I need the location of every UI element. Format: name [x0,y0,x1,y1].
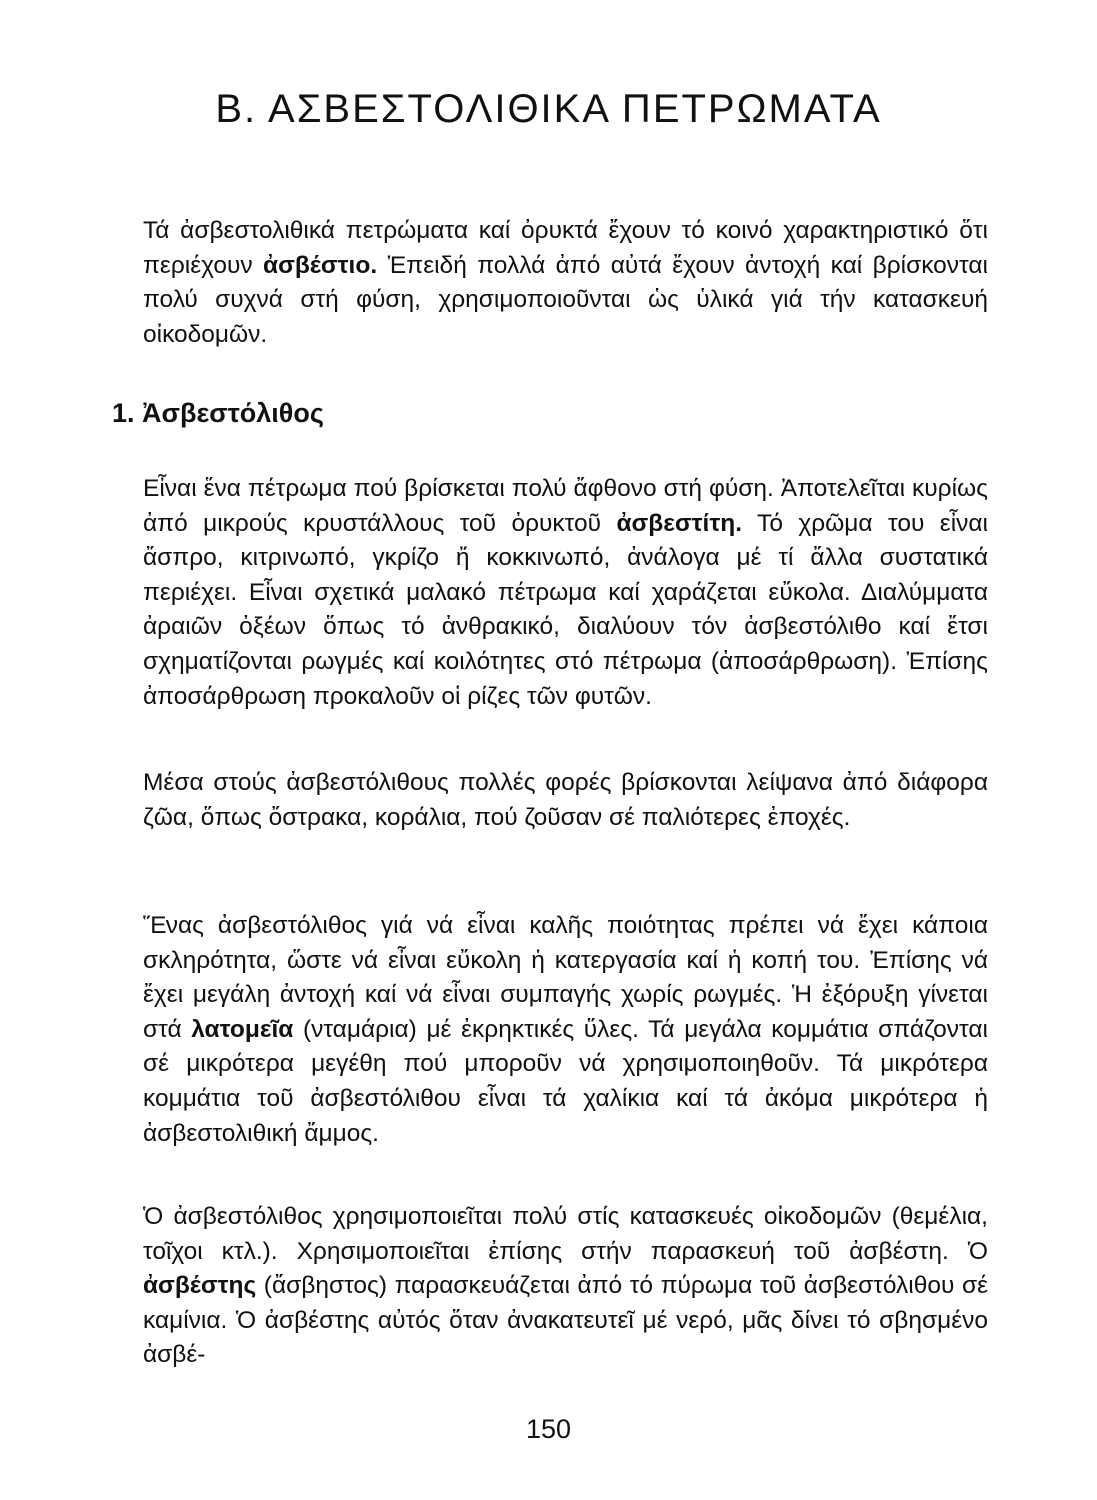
paragraph-4-bold-term: ἀσβέστης [143,1272,257,1300]
section-heading: 1. Ἀσβεστόλιθος [112,398,324,428]
page-title: Β. ΑΣΒΕΣΤΟΛΙΘΙΚΑ ΠΕΤΡΩΜΑΤΑ [215,86,882,131]
intro-bold-term: ἀσβέστιο. [263,251,378,279]
page-number: 150 [525,1414,572,1444]
paragraph-3-text-2: (νταμάρια) μέ ἐκρηκτικές ὕλες. Τά μεγάλα κομμάτια σπάζονται σέ μικρότερα μεγέθη πού μποροῦν νά χρησιμοποιηθοῦν. Τά μικρότερα κομμάτια τοῦ ἀσβεστόλιθου εἶναι τά χαλίκια καί τά ἀκόμα μικρότερα ἡ ἀσβεστολιθική ἄμμος. [143,1015,988,1147]
paragraph-1 [143,472,988,714]
paragraph-1-text-2: Τό χρῶμα του εἶναι ἄσπρο, κιτρινωπό, γκρίζο ἤ κοκκινωπό, ἀνάλογα μέ τί ἄλλα συστατικά περιέχει. Εἶναι σχετικά μαλακό πέτρωμα καί χαράζεται εὔκολα. Διαλύμματα ἀραιῶν ὀξέων ὅπως τό ἀνθρακικό, διαλύουν τόν ἀσβεστόλιθο καί ἔτσι σχηματίζονται ρωγμές καί κοιλότητες στό πέτρωμα (ἀποσάρθρωση). Ἐπίσης ἀποσάρθρωση προκαλοῦν οἱ ρίζες τῶν φυτῶν. [143,509,988,710]
paragraph-1-bold-term: ἀσβεστίτη. [616,509,743,537]
paragraph-3 [143,909,988,1151]
intro-paragraph [143,214,988,352]
intro-text-1: Τά ἀσβεστολιθικά πετρώματα καί ὀρυκτά ἔχουν τό κοινό χαρακτηριστικό ὅτι περιέχουν [143,217,988,279]
paragraph-4 [143,1200,988,1373]
paragraph-3-text-1: Ἕνας ἀσβεστόλιθος γιά νά εἶναι καλῆς ποιότητας πρέπει νά ἔχει κάποια σκληρότητα, ὥστε νά εἶναι εὔκολη ἡ κατεργασία καί ἡ κοπή του. Ἐπίσης νά ἔχει μεγάλη ἀντοχή καί νά εἶναι συμπαγής χωρίς ρωγμές. Ἡ ἐξόρυξη γίνεται στά [143,912,988,1043]
paragraph-4-text-1: Ὁ ἀσβεστόλιθος χρησιμοποιεῖται πολύ στίς κατασκευές οἰκοδομῶν (θεμέλια, τοῖχοι κτλ.). Χρησιμοποιεῖται ἐπίσης στήν παρασκευή τοῦ ἀσβέστη. Ὁ [143,1203,988,1265]
intro-text-2: Ἐπειδή πολλά ἀπό αὐτά ἔχουν ἀντοχή καί βρίσκονται πολύ συχνά στή φύση, χρησιμοποιοῦνται ὡς ὑλικά γιά τήν κατασκευή οἰκοδομῶν. [143,251,988,348]
paragraph-4-text-2: (ἄσβηστος) παρασκευάζεται ἀπό τό πύρωμα τοῦ ἀσβεστόλιθου σέ καμίνια. Ὁ ἀσβέστης αὐτός ὅταν ἀνακατευτεῖ μέ νερό, μᾶς δίνει τό σβησμένο ἀσβέ- [143,1272,988,1369]
paragraph-3-bold-term: λατομεῖα [191,1015,294,1043]
paragraph-1-text-1: Εἶναι ἕνα πέτρωμα πού βρίσκεται πολύ ἄφθονο στή φύση. Ἀποτελεῖται κυρίως ἀπό μικρούς κρυστάλλους τοῦ ὀρυκτοῦ [143,475,988,537]
paragraph-2: Μέσα στούς ἀσβεστόλιθους πολλές φορές βρίσκονται λείψανα ἀπό διάφορα ζῶα, ὅπως ὄστρακα, κοράλια, πού ζοῦσαν σέ παλιότερες ἐποχές. [143,769,988,831]
